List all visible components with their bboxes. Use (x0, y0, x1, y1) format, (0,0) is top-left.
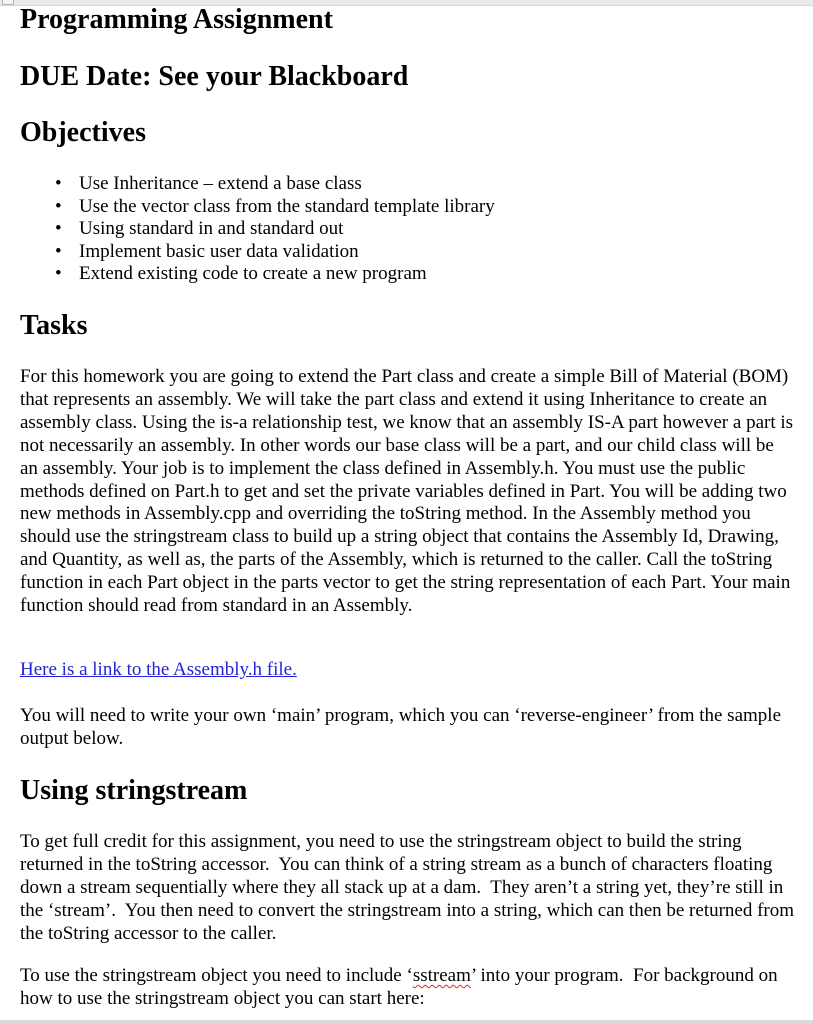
bullet-icon: • (55, 195, 62, 217)
due-date-heading: DUE Date: See your Blackboard (20, 61, 409, 92)
tasks-heading: Tasks (20, 310, 88, 341)
bullet-icon: • (55, 173, 62, 194)
stringstream-paragraph-1: To get full credit for this assignment, you need to use the stringstream object to build the string returned in the toString accessor. You can think of a string stream as a bunch of characters floating down a stream sequentially where they all stack up at a dam. They aren’t a string yet, they’re still in the ‘stream’. You then need to convert the stringstream into a string, which can then be returned from the toString accessor to the caller. (20, 831, 795, 944)
assembly-link-paragraph (20, 659, 795, 682)
bullet-icon: • (55, 240, 62, 262)
corner-marker (2, 0, 14, 5)
stringstream-paragraph-2: To use the stringstream object you need to include ‘sstream’ into your program. For background on how to use the stringstream object you can start here: (20, 965, 778, 1009)
list-item: • Implement basic user data validation (55, 240, 359, 262)
list-item: • Extend existing code to create a new program (55, 263, 427, 284)
spellcheck-word: sstream (412, 965, 471, 986)
window-bottom-bar (0, 1020, 813, 1024)
list-item: • Use the vector class from the standard template library (55, 195, 495, 217)
objectives-list (20, 173, 495, 286)
main-program-paragraph: You will need to write your own ‘main’ program, which you can ‘reverse-engineer’ from the sample output below. (20, 705, 782, 749)
assembly-h-link[interactable]: Here is a link to the Assembly.h file. (20, 659, 297, 680)
bullet-icon: • (55, 218, 62, 239)
objectives-heading: Objectives (20, 117, 146, 148)
stringstream-heading: Using stringstream (20, 775, 248, 806)
list-item: • Use Inheritance – extend a base class (55, 173, 362, 194)
page-title: Programming Assignment (20, 4, 333, 35)
bullet-icon: • (55, 263, 62, 284)
tasks-paragraph: For this homework you are going to extend the Part class and create a simple Bill of Material (BOM) that represents an assembly. We will take the part class and extend it using Inheritance to create an assembly class. Using the is-a relationship test, we know that an assembly IS-A part however a part is not necessarily an assembly. In other words our base class will be a part, and our child class will be an assembly. Your job is to implement the class defined in Assembly.h. You must use the public methods defined on Part.h to get and set the private variables defined in Part. You will be adding two new methods in Assembly.cpp and overriding the toString method. In the Assembly method you should use the stringstream class to build up a string object that contains the Assembly Id, Drawing, and Quantity, as well as, the parts of the Assembly, which is returned to the caller. Call the toString function in each Part object in the parts vector to get the string representation of each Part. Your main function should read from standard in an Assembly. (20, 366, 794, 617)
list-item: • Using standard in and standard out (55, 218, 344, 239)
